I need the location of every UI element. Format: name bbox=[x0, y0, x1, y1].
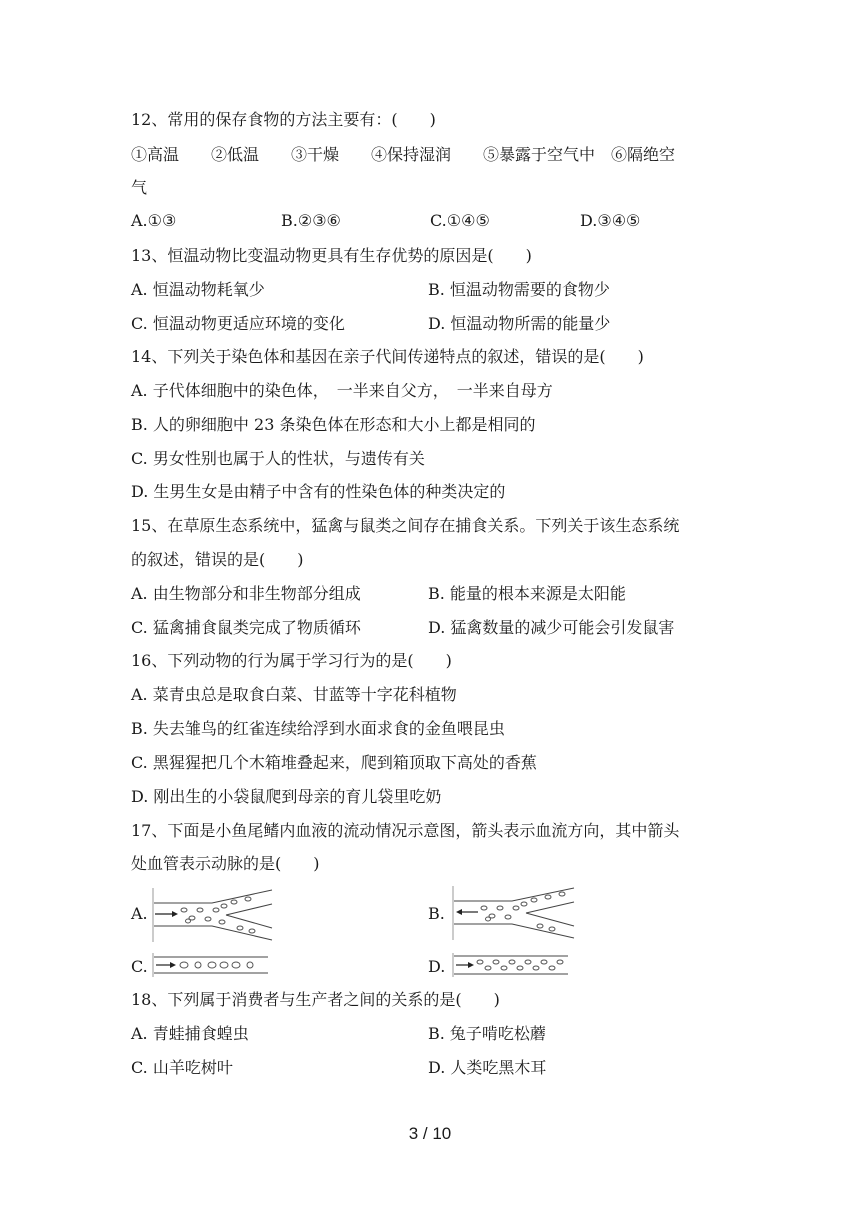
q12-option-c: C.①④⑤ bbox=[430, 211, 490, 230]
q16-option-b: B. 失去雏鸟的红雀连续给浮到水面求食的金鱼喂昆虫 bbox=[131, 719, 505, 738]
q16-stem: 16、下列动物的行为属于学习行为的是( ) bbox=[131, 651, 452, 670]
q12-option-d: D.③④⑤ bbox=[580, 211, 641, 230]
q18-option-d: D. 人类吃黑木耳 bbox=[428, 1058, 547, 1077]
q17-figure-a-diverging-vessel bbox=[152, 888, 276, 942]
q17-option-d: D. bbox=[428, 957, 446, 976]
q17-figure-c-single-file-vessel bbox=[152, 953, 270, 977]
q16-option-c: C. 黑猩猩把几个木箱堆叠起来，爬到箱顶取下高处的香蕉 bbox=[131, 753, 537, 772]
q17-stem: 17、下面是小鱼尾鳍内血液的流动情况示意图，箭头表示血流方向，其中箭头 bbox=[131, 821, 680, 840]
q15-stem-cont: 的叙述，错误的是( ) bbox=[131, 550, 304, 569]
q13-option-c: C. 恒温动物更适应环境的变化 bbox=[131, 314, 345, 333]
q12-option-a: A.①③ bbox=[131, 211, 177, 230]
q12-items-cont: 气 bbox=[131, 178, 148, 197]
q17-option-a: A. bbox=[131, 904, 148, 923]
q13-option-a: A. 恒温动物耗氧少 bbox=[131, 280, 265, 299]
q15-option-d: D. 猛禽数量的减少可能会引发鼠害 bbox=[428, 618, 675, 637]
q14-option-c: C. 男女性别也属于人的性状，与遗传有关 bbox=[131, 449, 425, 468]
q16-option-a: A. 菜青虫总是取食白菜、甘蓝等十字花科植物 bbox=[131, 685, 457, 704]
q14-stem: 14、下列关于染色体和基因在亲子代间传递特点的叙述，错误的是( ) bbox=[131, 347, 644, 366]
page-number: 3 / 10 bbox=[408, 1124, 452, 1143]
q14-option-a: A. 子代体细胞中的染色体， 一半来自父方， 一半来自母方 bbox=[131, 381, 553, 400]
q15-option-b: B. 能量的根本来源是太阳能 bbox=[428, 584, 626, 603]
q18-option-c: C. 山羊吃树叶 bbox=[131, 1058, 233, 1077]
q15-option-c: C. 猛禽捕食鼠类完成了物质循环 bbox=[131, 618, 361, 637]
q17-option-c: C. bbox=[131, 957, 148, 976]
q13-option-b: B. 恒温动物需要的食物少 bbox=[428, 280, 610, 299]
q15-stem: 15、在草原生态系统中，猛禽与鼠类之间存在捕食关系。下列关于该生态系统 bbox=[131, 516, 680, 535]
q18-stem: 18、下列属于消费者与生产者之间的关系的是( ) bbox=[131, 990, 500, 1009]
q18-option-b: B. 兔子啃吃松蘑 bbox=[428, 1024, 546, 1043]
q12-option-b: B.②③⑥ bbox=[281, 211, 341, 230]
q14-option-b: B. 人的卵细胞中 23 条染色体在形态和大小上都是相同的 bbox=[131, 415, 536, 434]
q16-option-d: D. 刚出生的小袋鼠爬到母亲的育儿袋里吃奶 bbox=[131, 787, 442, 806]
q17-stem-cont: 处血管表示动脉的是( ) bbox=[131, 854, 320, 873]
q15-option-a: A. 由生物部分和非生物部分组成 bbox=[131, 584, 361, 603]
q12-stem: 12、常用的保存食物的方法主要有：( ) bbox=[131, 110, 436, 129]
q17-figure-d-straight-vessel bbox=[452, 953, 570, 977]
q14-option-d: D. 生男生女是由精子中含有的性染色体的种类决定的 bbox=[131, 482, 506, 501]
q13-stem: 13、恒温动物比变温动物更具有生存优势的原因是( ) bbox=[131, 246, 532, 265]
q13-option-d: D. 恒温动物所需的能量少 bbox=[428, 314, 611, 333]
q18-option-a: A. 青蛙捕食蝗虫 bbox=[131, 1024, 249, 1043]
q12-items: ①高温 ②低温 ③干燥 ④保持湿润 ⑤暴露于空气中 ⑥隔绝空 bbox=[131, 145, 676, 164]
q17-figure-b-converging-vessel bbox=[452, 886, 578, 940]
q17-option-b: B. bbox=[428, 904, 445, 923]
